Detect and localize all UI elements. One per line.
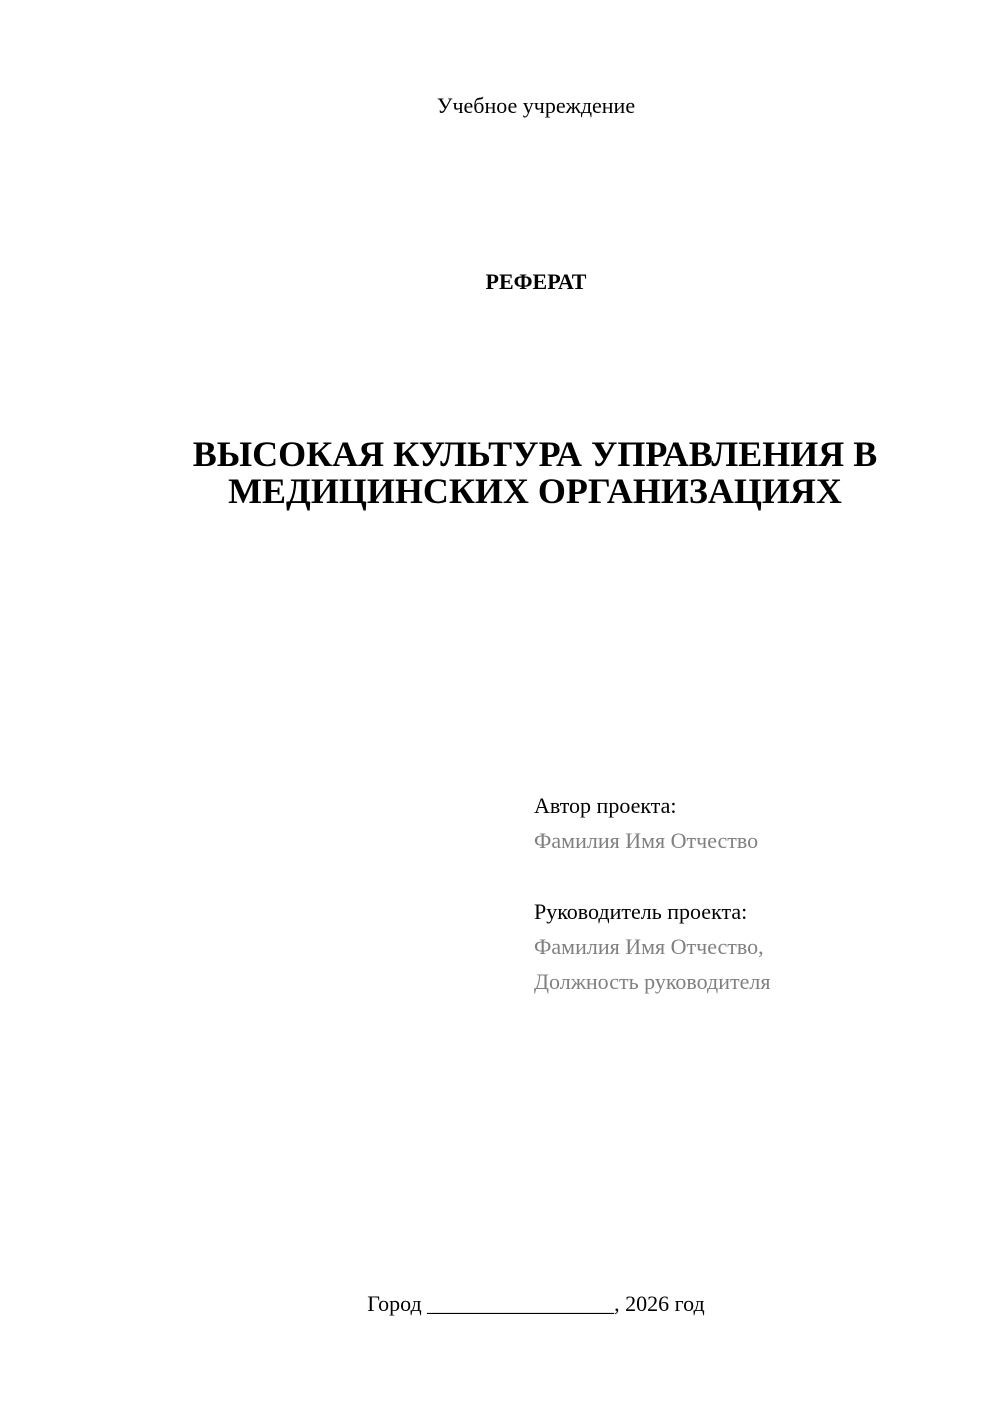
city-year-line: Город _________________, 2026 год [367, 1291, 705, 1316]
document-title-line-2: МЕДИЦИНСКИХ ОРГАНИЗАЦИЯХ [228, 471, 842, 511]
document-type: РЕФЕРАТ [485, 269, 587, 294]
document-title-line-1: ВЫСОКАЯ КУЛЬТУРА УПРАВЛЕНИЯ В [192, 434, 878, 474]
supervisor-label: Руководитель проекта: [534, 899, 748, 924]
institution-name: Учебное учреждение [436, 93, 636, 118]
author-name: Фамилия Имя Отчество [534, 828, 759, 853]
supervisor-name: Фамилия Имя Отчество, [534, 934, 764, 959]
document-title [130, 436, 940, 510]
credits-block [534, 788, 974, 999]
author-label: Автор проекта: [534, 793, 677, 818]
supervisor-position: Должность руководителя [534, 969, 771, 994]
